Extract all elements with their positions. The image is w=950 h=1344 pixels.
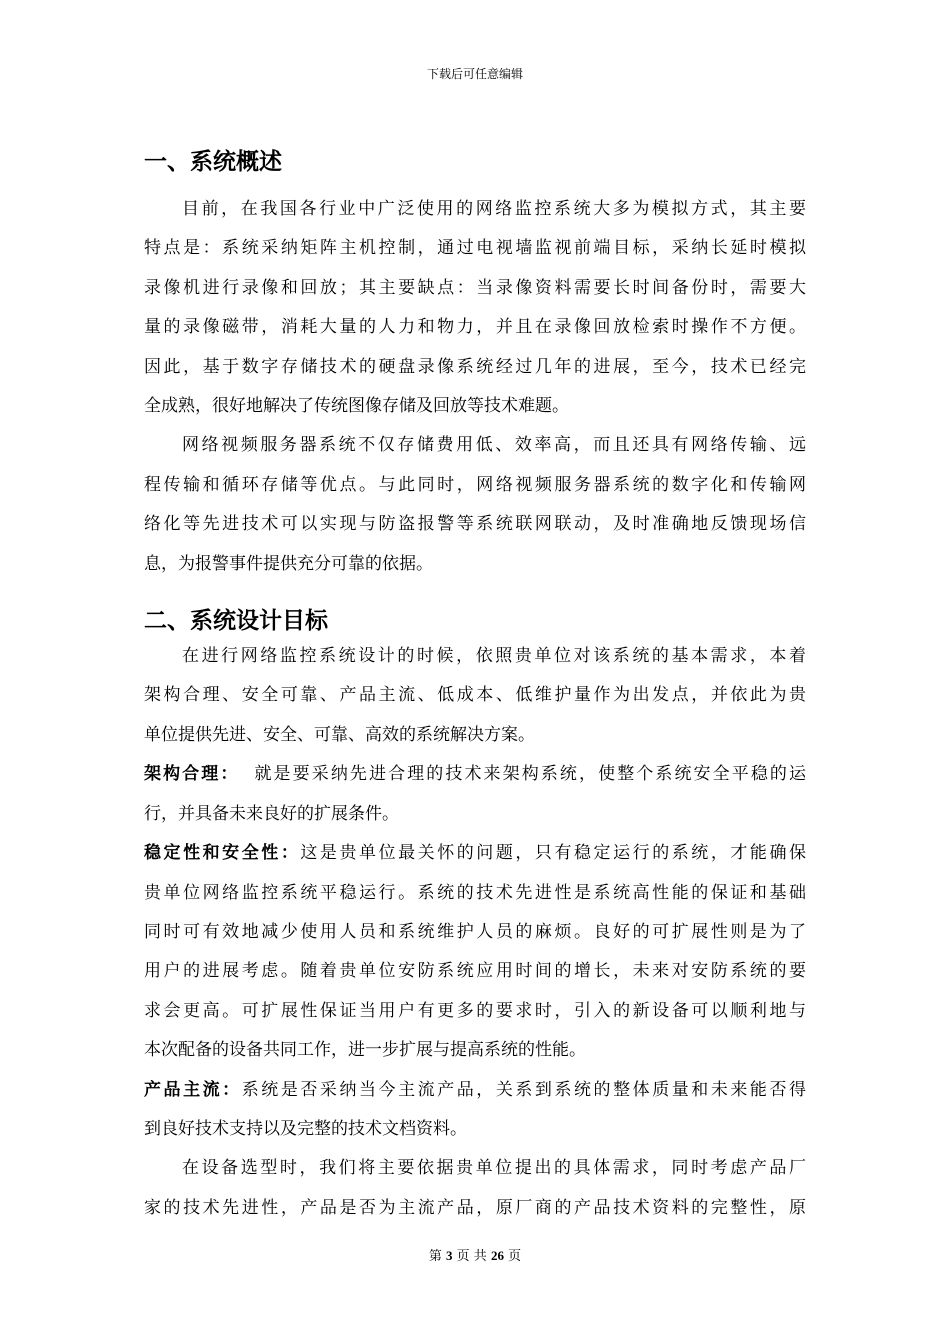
section-title-overview: 一、系统概述 bbox=[144, 149, 282, 175]
text-line: 同时可有效地减少使用人员和系统维护人员的麻烦。良好的可扩展性则是为了 bbox=[144, 921, 806, 942]
page-content bbox=[144, 143, 806, 1228]
paragraph-overview-2 bbox=[144, 426, 806, 584]
text-line: 家的技术先进性，产品是否为主流产品，原厂商的产品技术资料的完整性，原 bbox=[144, 1197, 806, 1218]
text-line: 目前，在我国各行业中广泛使用的网络监控系统大多为模拟方式，其主要 bbox=[182, 199, 806, 219]
text-line: 量的录像磁带，消耗大量的人力和物力，并且在录像回放检索时操作不方便。 bbox=[144, 317, 806, 338]
term-description: 这是贵单位最关怀的问题，只有稳定运行的系统，才能确保 bbox=[300, 843, 806, 864]
text-line: 程传输和循环存储等优点。与此同时，网络视频服务器系统的数字化和传输网 bbox=[144, 474, 806, 495]
paragraph-architecture bbox=[144, 755, 806, 834]
term-mainstream: 产品主流： bbox=[144, 1079, 242, 1100]
text-line: 网络视频服务器系统不仅存储费用低、效率高，而且还具有网络传输、远 bbox=[182, 435, 806, 456]
text-line: 特点是：系统采纳矩阵主机控制，通过电视墙监视前端目标，采纳长延时模拟 bbox=[144, 238, 806, 259]
text-line: 贵单位网络监控系统平稳运行。系统的技术先进性是系统高性能的保证和基础 bbox=[144, 882, 806, 903]
paragraph-overview-1 bbox=[144, 190, 806, 426]
footer-page-number: 3 bbox=[446, 1248, 453, 1263]
footer-mid: 页 共 bbox=[456, 1249, 487, 1264]
term-description: 系统是否采纳当今主流产品，关系到系统的整体质量和未来能否得 bbox=[241, 1079, 806, 1100]
text-line: 全成熟，很好地解决了传统图像存储及回放等技术难题。 bbox=[144, 396, 569, 417]
footer-suffix: 页 bbox=[508, 1249, 522, 1264]
footer-total-pages: 26 bbox=[490, 1248, 504, 1263]
text-line: 行，并具备未来良好的扩展条件。 bbox=[144, 803, 399, 824]
text-line: 架构合理、安全可靠、产品主流、低成本、低维护量作为出发点，并依此为贵 bbox=[144, 685, 806, 706]
text-line bbox=[144, 834, 806, 873]
text-line bbox=[144, 755, 806, 794]
term-stability: 稳定性和安全性： bbox=[144, 843, 301, 864]
term-architecture: 架构合理： bbox=[144, 764, 240, 785]
paragraph-design-goals-1 bbox=[144, 637, 806, 755]
text-line: 到良好技术支持以及完整的技术文档资料。 bbox=[144, 1118, 467, 1139]
text-line: 息，为报警事件提供充分可靠的依据。 bbox=[144, 553, 433, 574]
section-title-design-goals: 二、系统设计目标 bbox=[144, 608, 328, 635]
page-footer bbox=[0, 1248, 950, 1265]
footer-prefix: 第 bbox=[428, 1249, 442, 1264]
text-line: 单位提供先进、安全、可靠、高效的系统解决方案。 bbox=[144, 724, 535, 745]
text-line: 用户的进展考虑。随着贵单位安防系统应用时间的增长，未来对安防系统的要 bbox=[144, 961, 806, 982]
text-line: 因此，基于数字存储技术的硬盘录像系统经过几年的进展，至今，技术已经完 bbox=[144, 356, 806, 377]
text-line: 在进行网络监控系统设计的时候，依照贵单位对该系统的基本需求，本着 bbox=[182, 646, 806, 667]
text-line: 络化等先进技术可以实现与防盗报警等系统联网联动，及时准确地反馈现场信 bbox=[144, 514, 806, 535]
text-line: 在设备选型时，我们将主要依据贵单位提出的具体需求，同时考虑产品厂 bbox=[182, 1158, 806, 1179]
text-line: 求会更高。可扩展性保证当用户有更多的要求时，引入的新设备可以顺利地与 bbox=[144, 1000, 806, 1021]
text-line bbox=[144, 1071, 806, 1110]
paragraph-design-goals-2 bbox=[144, 1149, 806, 1228]
paragraph-stability bbox=[144, 834, 806, 1070]
text-line: 录像机进行录像和回放；其主要缺点：当录像资料需要长时间备份时，需要大 bbox=[144, 277, 806, 298]
paragraph-mainstream bbox=[144, 1071, 806, 1150]
page-header: 下载后可任意编辑 bbox=[426, 67, 523, 81]
text-line: 本次配备的设备共同工作，进一步扩展与提高系统的性能。 bbox=[144, 1040, 586, 1061]
term-description: 就是要采纳先进合理的技术来架构系统，使整个系统安全平稳的运 bbox=[239, 764, 806, 785]
